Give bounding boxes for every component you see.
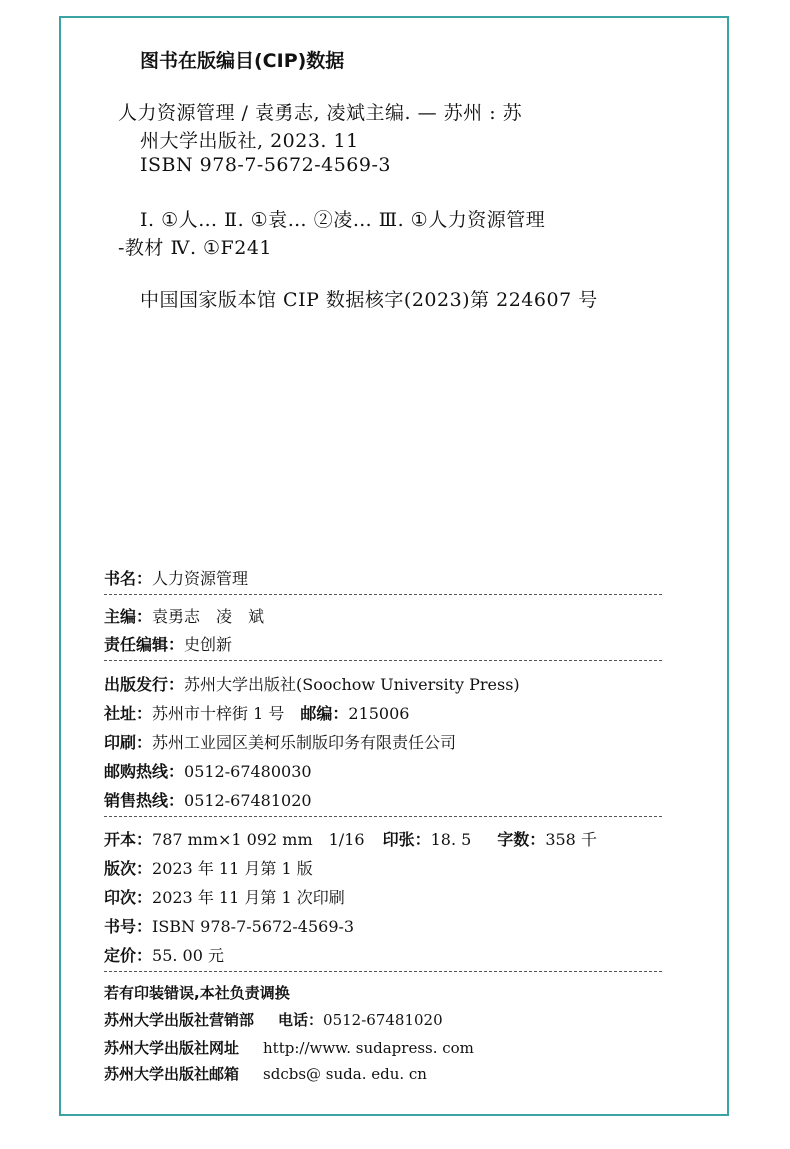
publisher-value: 苏州大学出版社(Soochow University Press)	[184, 675, 520, 694]
book-name-value: 人力资源管理	[152, 569, 249, 588]
sales-hotline-row	[104, 788, 312, 811]
website-row	[104, 1037, 474, 1058]
format-value: 787 mm×1 092 mm 1/16	[152, 830, 365, 849]
divider	[104, 594, 662, 595]
printer-value: 苏州工业园区美柯乐制版印务有限责任公司	[152, 733, 457, 752]
cip-record-number: 中国国家版本馆 CIP 数据核字(2023)第 224607 号	[140, 289, 598, 311]
book-name-label: 书名：	[104, 569, 153, 588]
address-label: 社址：	[104, 704, 153, 723]
isbn-row	[104, 914, 354, 937]
price-row	[104, 943, 224, 966]
cip-line-1: 人力资源管理 / 袁勇志, 凌斌主编. — 苏州 : 苏	[118, 102, 523, 124]
marketing-label: 苏州大学出版社营销部	[104, 1011, 255, 1029]
resp-editor-value: 史创新	[184, 635, 233, 654]
isbn-value: ISBN 978-7-5672-4569-3	[152, 917, 355, 936]
cip-title: 图书在版编目(CIP)数据	[140, 50, 345, 72]
website-link: http://www. sudapress. com	[263, 1039, 474, 1057]
resp-editor-row	[104, 632, 232, 655]
cip-line-2: 州大学出版社, 2023. 11	[140, 130, 359, 152]
mail-hotline-value: 0512-67480030	[184, 762, 312, 781]
postcode-value: 215006	[348, 704, 410, 723]
mail-hotline-row	[104, 759, 312, 782]
email-label: 苏州大学出版社邮箱	[104, 1065, 240, 1083]
editor-value: 袁勇志 凌 斌	[152, 607, 265, 626]
website-label: 苏州大学出版社网址	[104, 1039, 240, 1057]
printer-label: 印刷：	[104, 733, 153, 752]
printing-value: 2023 年 11 月第 1 次印刷	[152, 888, 345, 907]
phone-value: 0512-67481020	[323, 1011, 443, 1029]
phone-label: 电话：	[278, 1011, 324, 1029]
words-value: 358 千	[545, 830, 597, 849]
sheets-label: 印张：	[382, 830, 431, 849]
notice-row	[104, 982, 290, 1003]
sheets-value: 18. 5	[430, 830, 472, 849]
mail-hotline-label: 邮购热线：	[104, 762, 185, 781]
divider	[104, 660, 662, 661]
editor-label: 主编：	[104, 607, 153, 626]
book-name-row	[104, 566, 248, 589]
address-value: 苏州市十梓街 1 号	[152, 704, 285, 723]
editor-row	[104, 604, 264, 627]
format-row	[104, 827, 597, 850]
cip-classification-cont: -教材 Ⅳ. ①F241	[118, 237, 273, 259]
edition-row	[104, 856, 313, 879]
publisher-row	[104, 672, 520, 695]
marketing-row	[104, 1009, 443, 1030]
email-link: sdcbs@ suda. edu. cn	[263, 1065, 427, 1083]
printing-label: 印次：	[104, 888, 153, 907]
notice-text: 若有印装错误,本社负责调换	[104, 984, 290, 1002]
cip-isbn: ISBN 978-7-5672-4569-3	[140, 154, 391, 176]
address-row	[104, 701, 409, 724]
postcode-label: 邮编：	[300, 704, 349, 723]
publisher-label: 出版发行：	[104, 675, 185, 694]
sales-hotline-value: 0512-67481020	[184, 791, 312, 810]
edition-label: 版次：	[104, 859, 153, 878]
divider	[104, 816, 662, 817]
resp-editor-label: 责任编辑：	[104, 635, 185, 654]
email-row	[104, 1063, 427, 1084]
printer-row	[104, 730, 456, 753]
imprint-block	[104, 560, 664, 1090]
format-label: 开本：	[104, 830, 153, 849]
isbn-label: 书号：	[104, 917, 153, 936]
printing-row	[104, 885, 345, 908]
edition-value: 2023 年 11 月第 1 版	[152, 859, 313, 878]
price-value: 55. 00 元	[152, 946, 224, 965]
divider	[104, 971, 662, 972]
cip-classification: Ⅰ. ①人… Ⅱ. ①袁… ②凌… Ⅲ. ①人力资源管理	[140, 209, 546, 231]
words-label: 字数：	[497, 830, 546, 849]
price-label: 定价：	[104, 946, 153, 965]
sales-hotline-label: 销售热线：	[104, 791, 185, 810]
